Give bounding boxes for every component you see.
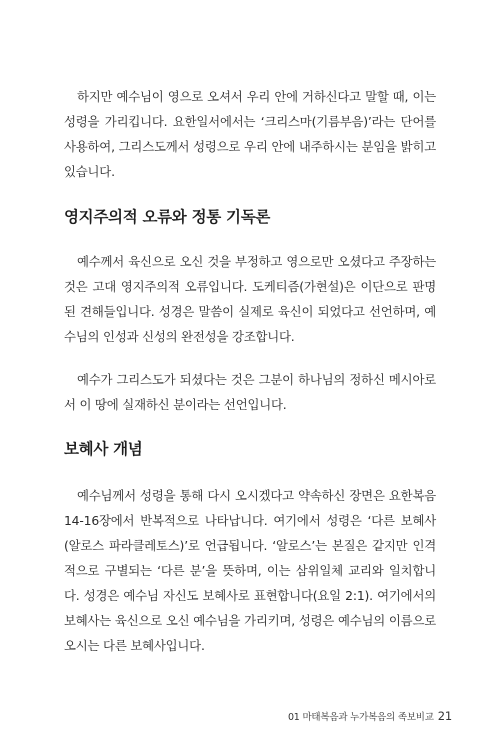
paragraph-text: 예수님께서 성령을 통해 다시 오시겠다고 약속하신 장면은 요한복음 14-16장에서 반복적으로 나타납니다. 여기에서 성령은 ‘다른 보혜사(알로스 파라클레토스)’로 언급됩니다. ‘알로스’는 본질은 같지만 인격적으로 구별되는 ‘다른 분’을 뜻하며, 이는 삼위일체 교리와 일치합니다. 성경은 예수님 자신도 보혜사로 표현합니다(요일 2:1). 여기에서의 보혜사는 육신으로 오신 예수님을 가리키며, 성령은 예수님의 이름으로 오시는 다른 보혜사입니다. (64, 488, 436, 653)
page-number: 21 (437, 709, 452, 723)
paragraph-text: 하지만 예수님이 영으로 오셔서 우리 안에 거하신다고 말할 때, 이는 성령을 가리킵니다. 요한일서에서는 ‘크리스마(기름부음)’라는 단어를 사용하여, 그리스도께서 성령으로 우리 안에 내주하시는 분임을 밝히고 있습니다. (64, 89, 436, 179)
page-footer (288, 709, 452, 723)
paragraph-docetism (64, 249, 436, 349)
running-title: 01 마태복음과 누가복음의 족보비교 (287, 712, 434, 723)
section-heading-paraclete: 보혜사 개념 (64, 440, 143, 458)
section-heading-gnostic-error: 영지주의적 오류와 정통 기독론 (64, 208, 271, 226)
paragraph-text: 예수께서 육신으로 오신 것을 부정하고 영으로만 오셨다고 주장하는 것은 고대 영지주의적 오류입니다. 도케티즘(가현설)은 이단으로 판명된 견해들입니다. 성경은 말씀이 실제로 육신이 되었다고 선언하며, 예수님의 인성과 신성의 완전성을 강조합니다. (64, 254, 436, 344)
paragraph-text: 예수가 그리스도가 되셨다는 것은 그분이 하나님의 정하신 메시아로서 이 땅에 실재하신 분이라는 선언입니다. (64, 372, 436, 412)
paragraph-spirit-indwelling (64, 84, 436, 184)
paragraph-messiah (64, 367, 436, 417)
paragraph-paraclete (64, 483, 436, 658)
